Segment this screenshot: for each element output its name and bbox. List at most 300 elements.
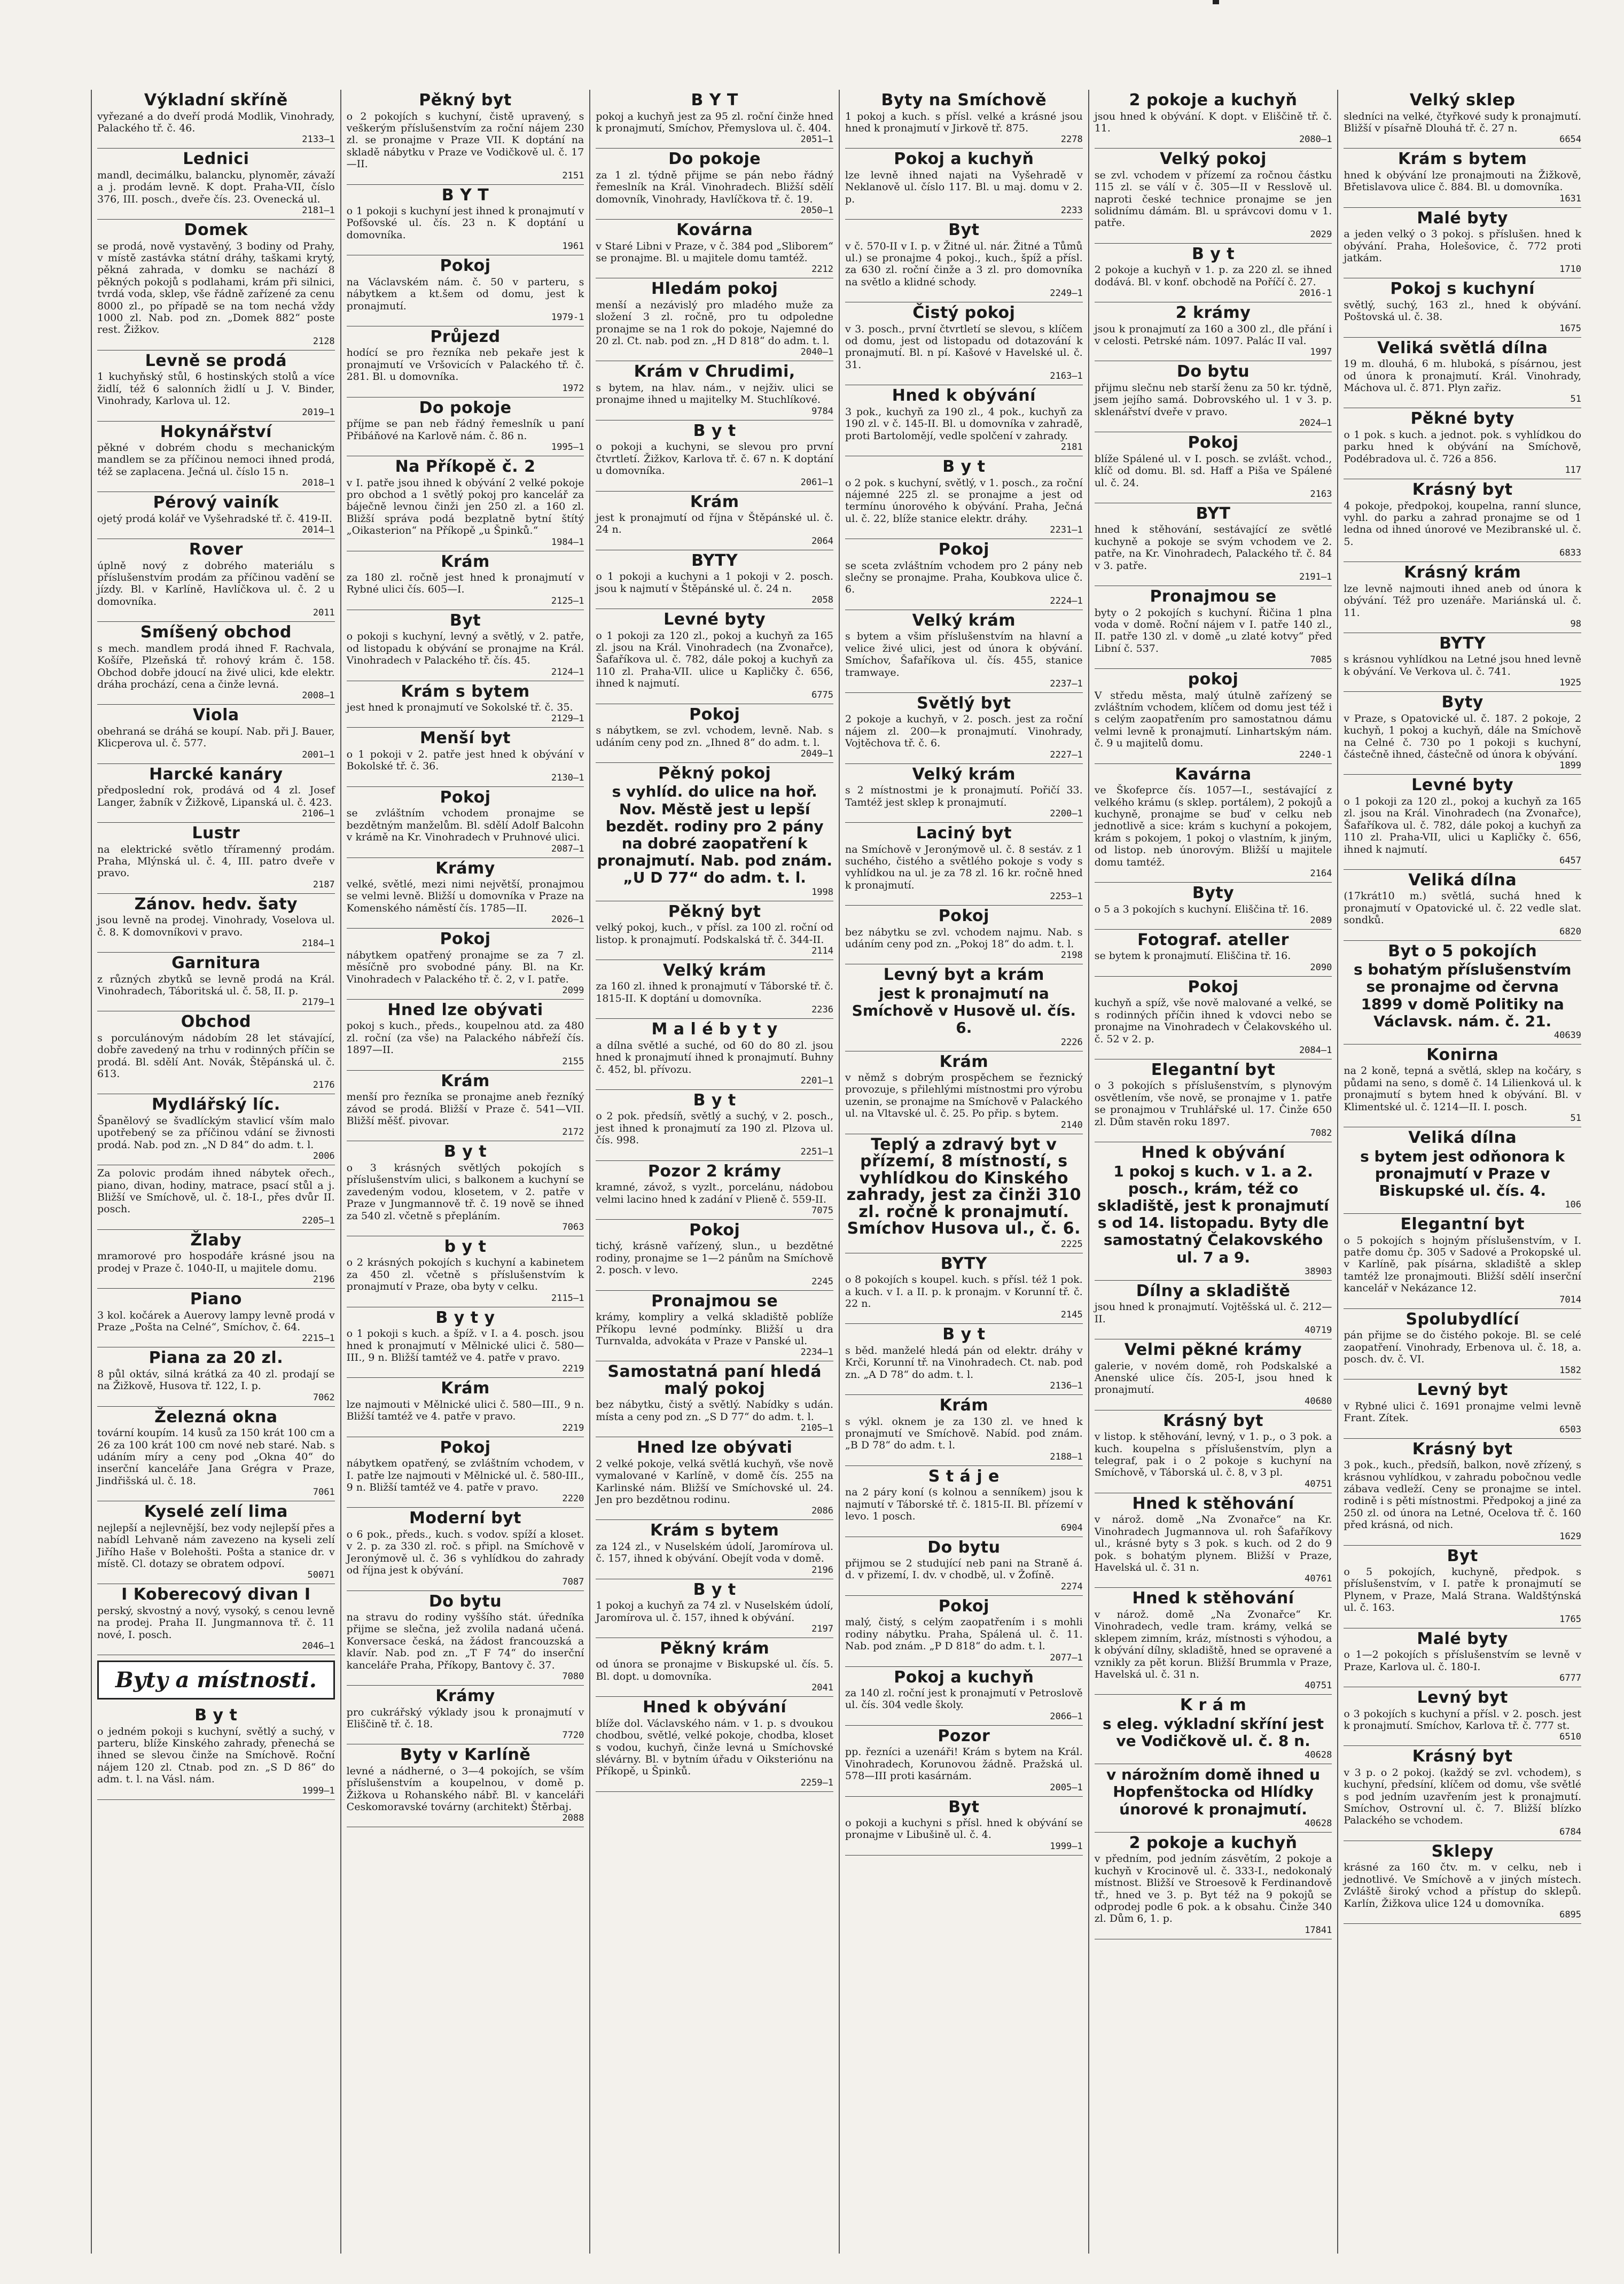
ad-heading: Piana za 20 zl. bbox=[149, 1348, 284, 1368]
ad-text: o 3 pokojích s příslušenstvím, s plynovým osvětlením, vše nově, se pronajme v 1. patře se pronajmou v Truhlářské ul. 17. Činže 650 zl. Dům stavěn roku 1897. bbox=[1094, 1080, 1332, 1128]
ad-text: nejlepší a nejlevnější, bez vody nejlepší přes a nabídl Lehvaně nám zavezeno na kyseli zelí Jiřího Haše v Bolehošti. Pošta a stanice dr. v místě. Cl. dotazy se obratem odpoví. bbox=[97, 1522, 335, 1570]
ad-text: byty o 2 pokojích s kuchyní. Řičina 1 plna voda v domě. Roční nájem v I. patře 140 zl., II. patře 130 zl. v domě „u zlaté kotvy“ před Libní č. 537. bbox=[1094, 606, 1332, 654]
ad-text: v č. 570-II v I. p. v Žitné ul. nár. Žitné a Tůmů ul.) se pronajme 4 pokoj., kuch., špíž a přísl. za 630 zl. roční činže a 3 zl. pro domovníka na světlo a klidné schody. bbox=[845, 240, 1083, 288]
ad-text: (17krát10 m.) světlá, suchá hned k pronajmutí v Opatovické ul. č. 22 vedle slat. sondků. bbox=[1344, 890, 1582, 926]
ad-heading: Krám v Chrudimi, bbox=[634, 362, 795, 381]
ad-text: o pokoji a kuchyni s přísl. hned k obývání se pronajme v Libušině ul. č. 4. bbox=[845, 1817, 1083, 1841]
ad-text: tichý, krásně vařízený, slun., u bezdětné rodiny, pronajme se 1—2 pánům na Smíchově 2. posch. v levo. bbox=[596, 1240, 834, 1276]
ad-code: 1997 bbox=[1310, 347, 1332, 358]
ad-heading: K r á m bbox=[1180, 1696, 1247, 1715]
ad-heading: Pokoj bbox=[1188, 977, 1239, 996]
ad-text: v předním, pod jedním zásvětím, 2 pokoje a kuchyň v Krocinově ul. č. 333-I., nedokonalý místnost. Bližší ve Stroesově k Ferdinandově tř., hned ve 3. p. Byt též na 9 pokojů se odprodej podle 6 pok. a k obsahu. Činže 340 zl. Dům 6, 1. p. bbox=[1094, 1853, 1332, 1925]
ad-heading: B y t bbox=[693, 1580, 736, 1599]
ad-code: 2136—1 bbox=[1050, 1381, 1083, 1392]
ad-heading: Krásný byt bbox=[1412, 1439, 1513, 1459]
ad-text: s vyhlíd. do ulice na hoř. Nov. Městě jest u lepší bezdět. rodiny pro 2 pány na dobré zaopatření k pronajmutí. Nab. pod znám. „U D 77“ do adm. t. l. bbox=[597, 783, 833, 887]
classified-ad bbox=[596, 763, 833, 901]
ad-heading: B y t bbox=[693, 421, 736, 440]
ad-code: 2226 bbox=[1060, 1036, 1083, 1048]
ad-text: na 2 koně, tepná a světlá, sklep na kočáry, s půdami na seno, s domě č. 14 Lilienková ul. k pronajmutí s bytem hned k obývání. Bl. v Klimentské ul. č. 1214—II. I. posch. bbox=[1344, 1065, 1582, 1113]
ad-heading: Hned k obývání bbox=[643, 1698, 787, 1717]
ad-heading: Domek bbox=[184, 221, 248, 240]
classified-ad bbox=[97, 1584, 335, 1655]
ad-text: blíže dol. Václavského nám. v 1. p. s dvoukou chodbou, světlé, velké pokoje, chodba, kloset s vodou, kuchyň, činže levná u Smíchovské slévárny. Bl. v bytním úřadu v Oiksteriónu na Příkopě, u Špinků. bbox=[596, 1717, 834, 1778]
ad-heading: B Y T bbox=[441, 185, 489, 205]
ad-heading: Levné byty bbox=[663, 610, 766, 629]
ad-heading: Žlaby bbox=[190, 1230, 242, 1250]
classified-ad bbox=[596, 1437, 833, 1520]
ad-heading: Pokoj bbox=[938, 540, 989, 559]
classified-ad bbox=[1095, 930, 1332, 977]
ad-code: 7720 bbox=[562, 1730, 584, 1741]
ad-code: 2197 bbox=[811, 1623, 834, 1634]
ad-text: v němž s dobrým prospěchem se řeznický provozuje, s přilehlými místnostmi pro výrobu uzenin, se pronajme na Smíchově v Palackého ul. na Vltavské ul. č. 25. Po přip. s bytem. bbox=[845, 1072, 1083, 1120]
ad-code: 1631 bbox=[1559, 193, 1582, 204]
ad-code: 2077—1 bbox=[1050, 1652, 1083, 1663]
ad-heading: Konirna bbox=[1426, 1045, 1499, 1064]
ad-code: 2274 bbox=[1060, 1581, 1083, 1592]
ad-code: 2219 bbox=[562, 1422, 584, 1433]
classified-ad bbox=[845, 1797, 1083, 1856]
ad-text: s mech. mandlem prodá ihned F. Rachvala, Košíře, Plzeňská tř. rohový krám č. 158. Obchod dobře jdoucí na živé ulici, kde elektr. dráha prochází, cena a činže levná. bbox=[97, 642, 335, 690]
ad-heading: Samostatná paní hledá malý pokoj bbox=[607, 1362, 822, 1398]
ad-text: kuchyň a spíž, vše nově malované a velké, se s rodinných příčin ihned k vdovci nebo se pronajme na Vinohradech v Čelakovského ul. č. 52 v 2. p. bbox=[1094, 997, 1332, 1045]
ad-heading: Pokoj bbox=[689, 705, 740, 724]
ad-heading: Krám s bytem bbox=[650, 1521, 779, 1540]
ad-heading: Byt o 5 pokojích bbox=[1388, 941, 1537, 961]
ad-code: 7063 bbox=[562, 1221, 584, 1233]
ad-heading: Do bytu bbox=[927, 1538, 1001, 1557]
ad-text: o jedném pokoji s kuchyní, světlý a suchý, v parteru, blíže Kinského zahrady, přenechá se ihned se slevou činže na Smíchově. Roční nájem 120 zl. Ctnab. pod zn. „S D 86“ do adm. t. l. na Vásl. nám. bbox=[97, 1725, 335, 1786]
ad-code: 6833 bbox=[1559, 548, 1582, 559]
ad-code: 51 bbox=[1570, 1113, 1582, 1124]
ad-code: 2088 bbox=[562, 1813, 584, 1824]
ad-code: 2219 bbox=[562, 1363, 584, 1375]
ad-text: 3 kol. kočárek a Auerovy lampy levně prodá v Praze „Pošta na Celné“, Smíchov, č. 64. bbox=[97, 1309, 335, 1334]
classified-ad bbox=[1095, 1410, 1332, 1493]
ad-heading: Do bytu bbox=[1176, 362, 1250, 381]
ad-text: za 124 zl., v Nuselském údolí, Jaromírova ul. č. 157, ihned k obývání. Obejít voda v domě. bbox=[596, 1540, 834, 1565]
ad-text: o 6 pok., předs., kuch. s vodov. spíží a kloset. v 2. p. za 330 zl. roč. s připl. na Smíchově v Jeronýmově ul. č. 36 s vyhlídkou do zahrady od října jest k obývání. bbox=[346, 1528, 584, 1577]
ad-text: tovární koupím. 14 kusů za 150 krát 100 cm a 26 za 100 krát 100 cm nové neb staré. Nab. s udáním míry a ceny pod „Okna 40“ do inserční kanceláře Jana Grégra v Praze, Jindřišská ul. č. 18. bbox=[97, 1427, 335, 1487]
ad-text: s nábytkem, se zvl. vchodem, levně. Nab. s udáním ceny pod zn. „Ihned 8“ do adm. t. l. bbox=[596, 724, 834, 749]
ad-text: s bytem, na hlav. nám., v nejživ. ulici se pronajme ihned u majitelky M. Stuchlíkové. bbox=[596, 381, 834, 406]
classified-ad bbox=[347, 456, 584, 551]
ad-code: 40628 bbox=[1305, 1750, 1332, 1761]
ad-text: ojetý prodá kolář ve Vyšehradské tř. č. 419-II. bbox=[97, 512, 332, 525]
ad-code: 2188—1 bbox=[1050, 1451, 1083, 1462]
ad-code: 6510 bbox=[1559, 1732, 1582, 1743]
ad-code: 117 bbox=[1565, 465, 1582, 476]
ad-heading: S t á j e bbox=[928, 1467, 1000, 1486]
ad-text: na Smíchově v Jeronýmově ul. č. 8 sestáv. z 1 suchého, čistého a světlého pokoje s vody s vyhlídkou na ul. je za 78 zl. 16 kr. ročně hned k pronajmutí. bbox=[845, 843, 1083, 891]
ad-heading: Rover bbox=[189, 540, 243, 559]
ad-text: menší a nezávislý pro mladého muže za složení 3 zl. ročně, pro tu odpoledne pronajme se na 1 rok do pokoje, Najemné do 20 zl. Ct. nab. pod zn. „H D 818“ do adm. t. l. bbox=[596, 299, 834, 347]
ad-text: s porculánovým nádobím 28 let stávající, dobře zavedený na trhu v rodinných příčin se prodá. Bl. sdělí Ant. Novák, Štěpánská ul. č. 613. bbox=[97, 1032, 335, 1080]
ad-heading: Hned k obývání bbox=[1141, 1143, 1285, 1163]
ad-text: o 8 pokojích s koupel. kuch. s přísl. též 1 pok. a kuch. v I. a II. p. k pronajm. v Korunní tř. č. 22 n. bbox=[845, 1274, 1083, 1309]
classified-ad bbox=[596, 550, 833, 609]
ad-heading: Velký krám bbox=[912, 611, 1016, 630]
ad-text: za 140 zl. roční jest k pronajmutí v Petroslově ul. čís. 304 vedle školy. bbox=[845, 1687, 1083, 1711]
ad-code: 2164 bbox=[1310, 868, 1332, 879]
ad-heading: Pěkný pokoj bbox=[658, 763, 771, 783]
ad-code: 2172 bbox=[562, 1127, 584, 1138]
classified-ad bbox=[596, 361, 833, 420]
ad-heading: Krámy bbox=[435, 859, 495, 878]
ad-heading: I Koberecový divan I bbox=[121, 1585, 311, 1604]
ad-code: 2145 bbox=[1060, 1309, 1083, 1321]
ad-text: o 1 pokoji s kuch. a špíž. v I. a 4. posch. jsou hned k pronajmutí v Mělnické ulici č. 580—III., 9 n. Bližší tamtéž ve 4. patře v pravo. bbox=[346, 1328, 584, 1363]
ad-code: 7087 bbox=[562, 1576, 584, 1587]
ad-code: 1961 bbox=[562, 241, 584, 252]
ad-text: o 1—2 pokojích s příslušenstvím se levně v Praze, Karlova ul. č. 180-I. bbox=[1344, 1649, 1582, 1673]
classified-ad bbox=[97, 705, 335, 763]
ad-heading: Levný byt bbox=[1417, 1688, 1508, 1707]
ad-heading: Smíšený obchod bbox=[140, 623, 292, 642]
ad-heading: Pěkný byt bbox=[419, 91, 512, 110]
ad-heading: Byty v Karlíně bbox=[400, 1745, 531, 1765]
ad-code: 2231—1 bbox=[1050, 525, 1083, 536]
ad-heading: Krásný byt bbox=[1163, 1411, 1263, 1430]
ad-heading: Fotograf. ateller bbox=[1137, 930, 1289, 949]
ad-text: 1 kuchyňský stůl, 6 hostinských stolů a více židlí, též 6 salonních židlí u J. V. Binder, Vinohrady, Karlova ul. 12. bbox=[97, 371, 335, 407]
classified-ad bbox=[596, 1361, 833, 1437]
ad-code: 17841 bbox=[1305, 1924, 1332, 1936]
ad-heading: BYTY bbox=[940, 1254, 987, 1273]
ad-heading: Krásný byt bbox=[1412, 480, 1513, 500]
ad-text: v 3 p. o 2 pokoj. (každý se zvl. vchodem), s kuchyní, předsíní, klíčem od domu, vše světlé s pod jedním uzavřením jest k pronajmutí. Smíchov, Ostrovní ul. č. 7. Bližší blízko Palackého se vchodem. bbox=[1344, 1766, 1582, 1827]
ad-heading: Garnitura bbox=[171, 954, 261, 973]
ad-heading: Kavárna bbox=[1175, 765, 1252, 784]
ad-code: 2234—1 bbox=[800, 1347, 834, 1358]
ad-code: 2224—1 bbox=[1050, 595, 1083, 606]
ad-heading: Výkladní skříně bbox=[144, 91, 288, 110]
classified-ad bbox=[845, 964, 1083, 1051]
classified-ad bbox=[1095, 764, 1332, 883]
classified-ad bbox=[97, 1705, 335, 1800]
ad-code: 106 bbox=[1565, 1199, 1582, 1211]
classified-ad bbox=[1095, 669, 1332, 764]
ad-heading: Hned lze obývati bbox=[637, 1438, 793, 1457]
classified-ad bbox=[1344, 1746, 1581, 1841]
classified-ad bbox=[845, 610, 1083, 693]
ad-text: galerie, v novém domě, roh Podskalské a Anenské ulice čís. 205-I, jsou hned k pronajmutí. bbox=[1094, 1360, 1332, 1396]
classified-ad bbox=[1344, 1214, 1581, 1309]
ad-code: 40751 bbox=[1305, 1478, 1332, 1490]
classified-ad bbox=[1095, 1281, 1332, 1339]
ad-heading: Pokoj bbox=[938, 907, 989, 926]
ad-code: 40751 bbox=[1305, 1680, 1332, 1691]
ad-code: 40639 bbox=[1553, 1030, 1582, 1041]
ad-text: jsou levně na prodej. Vinohrady, Voselova ul. č. 8. K domovníkovi v pravo. bbox=[97, 914, 335, 938]
ad-text: jsou hned k pronajmutí. Vojtěšská ul. č. 212—II. bbox=[1094, 1301, 1332, 1325]
classified-ad bbox=[97, 1230, 335, 1289]
ad-text: 2 pokoje a kuchyň v 1. p. za 220 zl. se ihned dodává. Bl. v konf. obchodě na Poříčí č. 27. bbox=[1094, 264, 1332, 288]
ad-heading: Do pokoje bbox=[668, 150, 761, 169]
ad-text: přijmu slečnu neb starší ženu za 50 kr. týdně, jsem jejího samá. Dobrovského ul. 1 v 3. p. sklenářství dveře v pravo. bbox=[1094, 381, 1332, 418]
ad-text: na Václavském nám. č. 50 v parteru, s nábytkem a kt.šem od domu, jest k pronajmutí. bbox=[346, 276, 584, 312]
ad-code: 2089 bbox=[1310, 915, 1332, 926]
classified-ad bbox=[1344, 338, 1581, 409]
ad-heading: Pronajmou se bbox=[651, 1291, 778, 1311]
ad-code: 1999—1 bbox=[1050, 1841, 1083, 1852]
classified-ad bbox=[596, 901, 833, 960]
classified-ad bbox=[845, 149, 1083, 220]
ad-heading: Elegantní byt bbox=[1151, 1060, 1276, 1079]
ad-code: 2163 bbox=[1310, 488, 1332, 500]
ad-text: 4 pokoje, předpokoj, koupelna, ranní slunce, vyhl. do parku a zahrad pronajme se od 1 ledna od ihned únorové ve Mezibranské ul. č. 5. bbox=[1344, 500, 1582, 548]
classified-ad bbox=[1095, 883, 1332, 930]
classified-ad bbox=[347, 1437, 584, 1508]
ad-text: o 5 pokojích s hojným příslušenstvím, v I. patře domu čp. 305 v Sadové a Prokopské ul. v Karlíně, pak písárna, skladiště a sklep tamtéž lze pronajmouti. Bližší sdělí inserční kancelář v Nekázance 12. bbox=[1344, 1234, 1582, 1295]
ad-code: 1999—1 bbox=[302, 1785, 335, 1796]
ad-heading: Hned k stěhování bbox=[1132, 1494, 1294, 1513]
ad-heading: Obchod bbox=[181, 1012, 251, 1032]
classified-ad bbox=[1344, 479, 1581, 562]
ad-code: 2080—1 bbox=[1299, 134, 1332, 145]
ad-text: v Staré Libni v Praze, v č. 384 pod „Sliborem“ se pronajme. Bl. u majitele domu tamtéž. bbox=[596, 240, 834, 264]
ad-heading: Krásný byt bbox=[1412, 1747, 1513, 1766]
ad-code: 2220 bbox=[562, 1493, 584, 1505]
ad-heading: 2 pokoje a kuchyň bbox=[1129, 91, 1298, 110]
ad-text: nábytkem opatřený pronajme se za 7 zl. měsíčně pro svobodné pány. Bl. na Kr. Vinohradech v Palackého tř. č. 2, v I. patře. bbox=[346, 949, 584, 985]
ad-code: 1998 bbox=[811, 886, 834, 898]
ad-code: 1675 bbox=[1559, 323, 1582, 334]
ad-code: 2066—1 bbox=[1050, 1711, 1083, 1722]
ad-text: jest k pronajmutí od října v Štěpánské ul. č. 24 n. bbox=[596, 512, 834, 536]
ad-heading: Pokoj bbox=[440, 930, 491, 949]
ad-heading: Piano bbox=[190, 1290, 242, 1309]
ad-code: 2001—1 bbox=[302, 749, 335, 760]
ad-text: pro cukrářský výklady jsou k pronajmutí v Eliščině tř. č. 18. bbox=[346, 1706, 584, 1730]
ad-text: s bohatým příslušenstvím se pronajme od června 1899 v domě Politiky na Václavsk. nám. č. 21. bbox=[1353, 961, 1572, 1030]
ad-code: 2240-1 bbox=[1299, 749, 1332, 760]
ad-code: 7062 bbox=[313, 1392, 335, 1403]
ad-text: světlý, suchý, 163 zl., hned k obývání. Poštovská ul. č. 38. bbox=[1344, 299, 1582, 323]
ad-text: vyřezané a do dveří prodá Modlik, Vinohrady, Palackého tř. č. 46. bbox=[97, 110, 335, 134]
ad-text: o 3 pokojích s kuchyní a přísl. v 2. posch. jest k pronajmutí. Smíchov, Karlova tř. č. 777 st. bbox=[1344, 1708, 1582, 1732]
ad-code: 2155 bbox=[562, 1056, 584, 1067]
ad-code: 7075 bbox=[811, 1205, 834, 1216]
ad-heading: Velký pokoj bbox=[1160, 150, 1267, 169]
ad-code: 40719 bbox=[1305, 1325, 1332, 1336]
ad-code: 2163—1 bbox=[1050, 371, 1083, 382]
ad-code: 1582 bbox=[1559, 1365, 1582, 1376]
ad-code: 2029 bbox=[1310, 229, 1332, 240]
ad-text: mramorové pro hospodáře krásné jsou na prodej v Praze č. 1040-II, u majitele domu. bbox=[97, 1250, 335, 1274]
ad-text: hned k obývání lze pronajmouti na Žižkově, Břetislavova ulice č. 884. Bl. u domovníka. bbox=[1344, 169, 1582, 193]
ad-code: 2051—1 bbox=[800, 134, 834, 145]
classified-ad bbox=[347, 1686, 584, 1744]
ad-code: 2237—1 bbox=[1050, 678, 1083, 689]
ad-code: 2050—1 bbox=[800, 205, 834, 216]
ad-text: pán přijme se do čistého pokoje. Bl. se celé zaopatření. Vinohrady, Erbenova ul. č. 18, a. posch. dv. č. VI. bbox=[1344, 1329, 1582, 1365]
ad-heading: pokoj bbox=[1188, 670, 1239, 689]
ad-code: 2019—1 bbox=[302, 407, 335, 418]
ad-heading: Byt bbox=[1447, 1546, 1478, 1565]
classified-ad bbox=[97, 90, 335, 149]
classified-ad bbox=[347, 185, 584, 256]
classified-ad bbox=[347, 1000, 584, 1071]
ad-code: 2106—1 bbox=[302, 808, 335, 819]
ad-code: 2251—1 bbox=[800, 1146, 834, 1157]
ad-text: s běd. manželé hledá pán od elektr. dráhy v Krči, Korunní tř. na Vinohradech. Ct. nab. pod zn. „A D 78“ do adm. t. l. bbox=[845, 1344, 1083, 1381]
ad-heading: Pokoj bbox=[440, 788, 491, 807]
classified-ad bbox=[1095, 1764, 1332, 1833]
ad-code: 1899 bbox=[1559, 760, 1582, 771]
classified-ad bbox=[347, 1508, 584, 1591]
ad-text: o 1 pok. s kuch. a jednot. pok. s vyhlídkou do parku hned k obývání na Smíchově, Podébradova ul. č. 726 a 856. bbox=[1344, 428, 1582, 465]
ad-heading: Krám s bytem bbox=[401, 682, 530, 701]
ad-heading: Malé byty bbox=[1417, 1629, 1508, 1648]
ad-code: 6895 bbox=[1559, 1909, 1582, 1920]
ad-code: 2086 bbox=[811, 1506, 834, 1517]
ad-code: 1629 bbox=[1559, 1531, 1582, 1542]
ad-text: Španělový se švadlíckým stavlicí vším malo upotřebený se za příčinou vdání se živnosti prodá. Nab. pod zn. „N D 84“ do adm. t. l. bbox=[97, 1114, 335, 1151]
ad-code: 6654 bbox=[1559, 134, 1582, 145]
ad-heading: Krásný krám bbox=[1404, 563, 1521, 582]
ad-text: jest k pronajmutí na Smíchově v Husově ul. čís. 6. bbox=[852, 984, 1076, 1037]
ad-code: 2005—1 bbox=[1050, 1782, 1083, 1793]
classified-ad bbox=[97, 1289, 335, 1347]
ad-heading: B y t bbox=[443, 1142, 487, 1162]
ad-heading: Elegantní byt bbox=[1400, 1215, 1525, 1234]
ad-heading: Krám bbox=[690, 492, 739, 511]
ad-code: 2215—1 bbox=[302, 1333, 335, 1344]
ad-code: 2201—1 bbox=[800, 1075, 834, 1086]
ad-text: 2 velké pokoje, velká světlá kuchyň, vše nově vymalované v Karlíně, v domě čís. 255 na Karlinské nám. Bližší ve Smíchovské ul. 24. Jen pro bezdětnou rodinu. bbox=[596, 1457, 834, 1506]
ad-heading: Kovárna bbox=[676, 221, 753, 240]
ad-code: 2278 bbox=[1060, 134, 1083, 145]
ad-heading: b y t bbox=[444, 1237, 487, 1256]
ad-text: perský, skvostný a nový, vysoký, s cenou levně na prodej. Praha II. Jungmannova tř. č. 11 nové, I. posch. bbox=[97, 1604, 335, 1641]
classified-ad bbox=[97, 422, 335, 493]
ad-text: pokoj a kuchyň jest za 95 zl. roční činže hned k pronajmutí, Smíchov, Přemyslova ul. č. 404. bbox=[596, 110, 834, 134]
ad-text: krásné za 160 čtv. m. v celku, neb i jednotlivé. Ve Smíchově a v jiných místech. Zvláště široký vchod a přístup do sklepů. Karlín, Žižkova ulice 124 u domovníka. bbox=[1344, 1861, 1582, 1909]
ad-text: mandl, decimálku, balancku, plynoměr, závaží a j. prodám levně. K dopt. Praha-VII, číslo 376, III. posch., dveře čís. 23. Ovenecká ul. bbox=[97, 169, 335, 205]
ad-code: 6784 bbox=[1559, 1826, 1582, 1837]
classified-ad bbox=[845, 1051, 1083, 1134]
ad-text: v listop. k stěhování, levný, v 1. p., o 3 pok. a kuch. koupelna s příslušenstvím, plyn a telegraf, pak i o 2 pokoje s kuchyní na Smíchově, v Táborská ul. č. 8, v 3 pl. bbox=[1094, 1431, 1332, 1479]
ad-heading: Moderní byt bbox=[409, 1509, 522, 1528]
ad-text: o 2 pok. předsíň, světlý a suchý, v 2. posch., jest ihned k pronajmutí za 190 zl. Plzova ul. čís. 998. bbox=[596, 1110, 834, 1147]
ad-text: o pokoji s kuchyní, levný a světlý, v 2. patře, od listopadu k obývání se pronajme na Král. Vinohradech v Palackého tř. čís. 45. bbox=[346, 630, 584, 667]
ad-text: pp. řezníci a uzenáři! Krám s bytem na Král. Vinohradech, Korunovou žádně. Pražská ul. 578—III proti kasárnám. bbox=[845, 1746, 1083, 1782]
classified-ad bbox=[596, 492, 833, 550]
classified-ad bbox=[1344, 870, 1581, 941]
classified-ad bbox=[97, 823, 335, 894]
ad-heading: BYTY bbox=[1439, 634, 1486, 653]
classified-ad bbox=[596, 90, 833, 149]
ad-heading: B Y T bbox=[691, 91, 738, 110]
classified-ad bbox=[596, 704, 833, 763]
classified-ad bbox=[596, 1638, 833, 1697]
classified-ad bbox=[845, 764, 1083, 823]
classified-ad bbox=[596, 609, 833, 704]
ad-heading: Viola bbox=[193, 706, 239, 725]
ad-code: 38903 bbox=[1305, 1266, 1332, 1277]
ad-heading: Pozor bbox=[938, 1726, 990, 1745]
ad-text: o 2 krásných pokojích s kuchyní a kabinetem za 450 zl. včetně s příslušenstvím k pronajmutí v Praze, oba byty v celku. bbox=[346, 1257, 584, 1293]
ad-code: 2115—1 bbox=[551, 1292, 584, 1304]
ad-heading: Krám bbox=[441, 552, 490, 571]
ad-text: kramné, závož, s vyzlt., porcelánu, nádobou velmi lacino hned k zadání v Plieně č. 559-II. bbox=[596, 1181, 834, 1205]
ad-text: o 3 krásných světlých pokojích s příslušenstvím ulici, s balkonem a kuchyní se zavedeným vodou, klosetem, v 2. patře v Praze v Jungmannově tř. č. 19 nově se ihned za 540 zl. včetně s přepláním. bbox=[346, 1162, 584, 1222]
ad-text: na 2 páry koní (s kolnou a senníkem) jsou k najmutí v Táborské tř. č. 1815-II. Bl. přízemí v levo. 1 posch. bbox=[845, 1486, 1083, 1523]
top-marker bbox=[1213, 0, 1219, 4]
classified-ad bbox=[1344, 1841, 1581, 1924]
ad-code: 7014 bbox=[1559, 1294, 1582, 1305]
column-3 bbox=[589, 90, 839, 2254]
ad-heading: Pokoj bbox=[440, 256, 491, 276]
ad-text: za 180 zl. ročně jest hned k pronajmutí v Rybné ulici čís. 605—I. bbox=[346, 572, 584, 596]
ad-text: krámy, kompliry a velká skladiště poblíže Příkopu levné podmínky. Bližší u dra Turnvalda, advokáta v Praze v Panské ul. bbox=[596, 1311, 834, 1347]
ad-heading: Pokoj bbox=[440, 1438, 491, 1457]
ad-code: 2179—1 bbox=[302, 997, 335, 1008]
ad-heading: Malé byty bbox=[1417, 208, 1508, 228]
ad-code: 7080 bbox=[562, 1671, 584, 1682]
ad-code: 2140 bbox=[1060, 1119, 1083, 1131]
ad-text: v nárožním domě ihned u Hopfenštocka od Hlídky únorové k pronajmutí. bbox=[1106, 1766, 1321, 1818]
ad-text: s krásnou vyhlídkou na Letné jsou hned levně k obývání. Ve Verkova ul. č. 741. bbox=[1344, 653, 1582, 677]
ad-text: v nárož. domě „Na Zvonařce“ Kr. Vinohradech, vedle tram. krámy, velká se sklepem zimním, kráz, místnosti s výhodou, a k obývání dílny, skladiště, hned se opravené a vznikly za pět korun. Bližší Brummla v Praze, Havelská ul. č. 31 n. bbox=[1094, 1608, 1332, 1680]
classified-ad bbox=[1095, 90, 1332, 149]
classified-ad bbox=[347, 326, 584, 397]
ad-code: 2006 bbox=[313, 1151, 335, 1162]
ad-code: 9784 bbox=[811, 406, 834, 417]
ad-heading: Krám s bytem bbox=[1398, 150, 1527, 169]
ad-text: o 1 pokoji v 2. patře jest hned k obývání v Bokolské tř. č. 36. bbox=[346, 748, 584, 773]
classified-ad bbox=[97, 149, 335, 220]
ad-text: s eleg. výkladní skříní jest ve Vodičkově ul. č. 8 n. bbox=[1103, 1714, 1324, 1750]
classified-ad bbox=[845, 1726, 1083, 1797]
classified-ad bbox=[97, 764, 335, 823]
classified-ad bbox=[1344, 562, 1581, 633]
classified-ad bbox=[845, 539, 1083, 610]
ad-heading: Byty bbox=[1192, 884, 1235, 903]
classified-ad bbox=[596, 1579, 833, 1638]
ad-text: hned k stěhování, sestávající ze světlé kuchyně a pokoje se svým vchodem ve 2. patře, na Kr. Vinohradech, Palackého tř. č. 84 v 3. patře. bbox=[1094, 524, 1332, 572]
classified-ad bbox=[1095, 503, 1332, 586]
ad-code: 2133—1 bbox=[302, 134, 335, 145]
ad-code: 6904 bbox=[1060, 1522, 1083, 1533]
ad-heading: Teplý a zdravý byt v přízemí, 8 místností, s vyhlídkou do Kinského zahrady, jest za činži 310 zl. ročně k pronajmutí. Smíchov Husova ul., č. 6. bbox=[846, 1135, 1081, 1238]
ad-text: o 2 pokojích s kuchyní, čistě upravený, s veškerým příslušenstvím za roční nájem 230 zl. se pronajme v Praze VII. K doptání na skladě nábytku v Praze ve Vodičkově ul. č. 17—II. bbox=[346, 110, 584, 170]
classified-ad bbox=[596, 1220, 833, 1291]
ad-heading: Velký sklep bbox=[1409, 91, 1516, 110]
ad-heading: Hned k stěhování bbox=[1132, 1589, 1294, 1608]
ad-code: 2259—1 bbox=[800, 1777, 834, 1788]
column-1 bbox=[91, 90, 340, 2254]
ad-code: 40680 bbox=[1305, 1396, 1332, 1407]
ad-text: o 5 a 3 pokojích s kuchyní. Eliščina tř. 16. bbox=[1094, 903, 1309, 915]
classified-ad bbox=[845, 1253, 1083, 1324]
classified-ad bbox=[1344, 1687, 1581, 1746]
ad-heading: M a l é b y t y bbox=[651, 1020, 778, 1039]
ad-code: 1710 bbox=[1559, 264, 1582, 275]
ad-text: o 5 pokojích, kuchyně, předpok. s příslušenstvím, v I. patře k pronajmutí se Plynem, v Praze, Malá Strana. Waldštýnská ul. č. 163. bbox=[1344, 1566, 1582, 1614]
classified-ad bbox=[596, 1019, 833, 1090]
section-heading: Byty a místnosti. bbox=[97, 1661, 335, 1700]
ad-heading: Krám bbox=[939, 1396, 989, 1415]
ad-heading: Krám bbox=[441, 1379, 490, 1398]
ad-heading: Levný byt bbox=[1417, 1381, 1508, 1400]
ad-code: 2011 bbox=[313, 607, 335, 619]
ad-code: 2198 bbox=[1060, 950, 1083, 961]
ad-text: s výkl. oknem je za 130 zl. ve hned k pronajmutí ve Smíchově. Nabíd. pod znám. „B D 78“ do adm. t. l. bbox=[845, 1415, 1083, 1452]
ad-code: 2129—1 bbox=[551, 713, 584, 724]
